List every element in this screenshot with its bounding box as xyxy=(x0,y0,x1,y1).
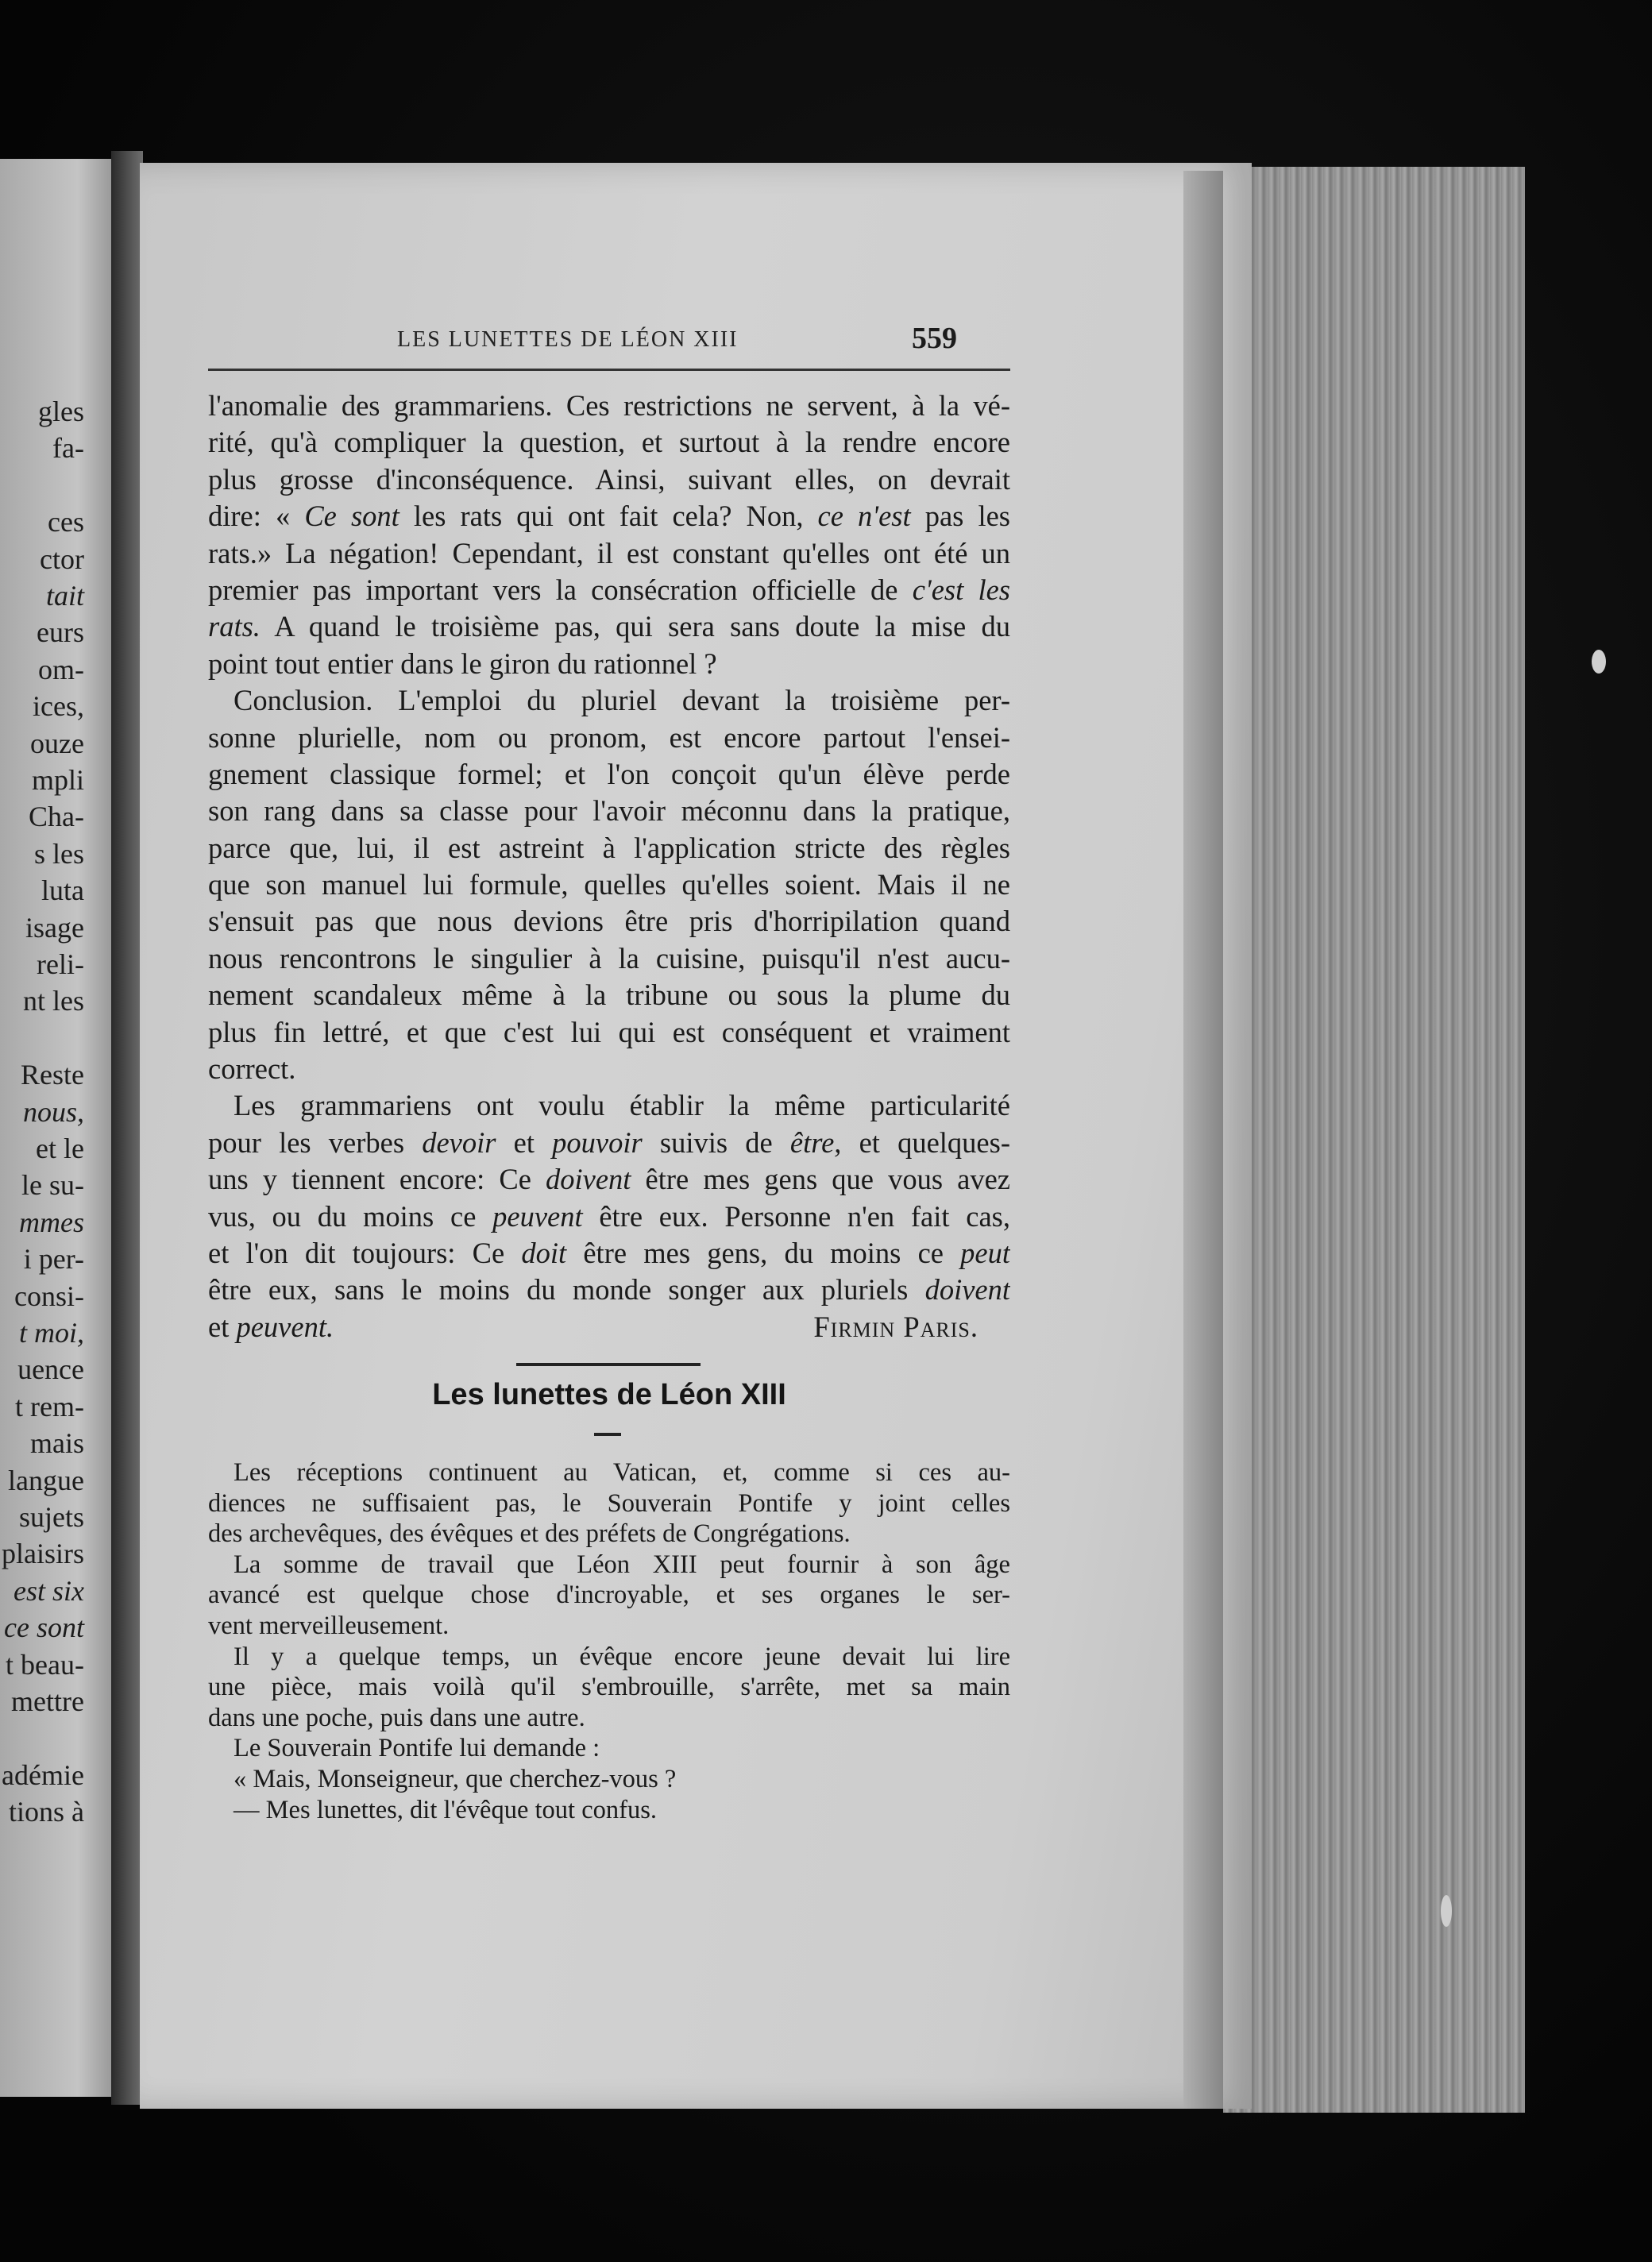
left-page-fragment: i per- xyxy=(23,1243,84,1276)
text-run: l'anomalie des grammariens. Ces restrictions ne servent, à la vé- xyxy=(208,389,1010,422)
text-run: premier pas important vers la consécration officielle de xyxy=(208,573,913,606)
article-line: avancé est quelque chose d'incroyable, et ses organes le ser- xyxy=(208,1581,1010,1610)
left-page-fragment: reli- xyxy=(37,948,84,980)
left-page-fragment: fa- xyxy=(52,432,84,465)
article-line: Les réceptions continuent au Vatican, et, comme si ces au- xyxy=(234,1458,1010,1487)
text-run: dire: « xyxy=(208,500,305,533)
article-line: une pièce, mais voilà qu'il s'embrouille, s'arrête, met sa main xyxy=(208,1673,1010,1702)
text-line xyxy=(208,1125,1010,1161)
left-page-fragment: est six xyxy=(14,1574,84,1607)
text-run: A quand le troisième pas, qui sera sans doute la mise du xyxy=(260,610,1010,643)
running-head: LES LUNETTES DE LÉON XIII xyxy=(397,327,739,352)
article-line: des archevêques, des évêques et des préfets de Congrégations. xyxy=(208,1519,851,1549)
text-run: rats.» La négation! Cependant, il est constant qu'elles ont été un xyxy=(208,536,1010,569)
scan-speck xyxy=(1441,1895,1452,1927)
left-page-fragment: luta xyxy=(41,874,84,907)
text-line xyxy=(208,424,1010,461)
left-page-fragment: gles xyxy=(38,396,84,427)
text-run: pas les xyxy=(910,500,1010,533)
text-line xyxy=(208,867,1010,903)
text-line xyxy=(208,793,1010,829)
left-page-fragment: sujets xyxy=(18,1501,84,1533)
text-run: vus, ou du moins ce xyxy=(208,1199,493,1233)
article-line: La somme de travail que Léon XIII peut fournir à son âge xyxy=(234,1550,1010,1579)
text-line xyxy=(208,498,1010,535)
text-line xyxy=(208,1161,1010,1198)
text-run: et quelques- xyxy=(841,1125,1010,1159)
italic-text: ce n'est xyxy=(817,500,911,533)
italic-text: devoir xyxy=(422,1125,496,1159)
text-run: gnement classique formel; et l'on conçoit qu'un élève perde xyxy=(208,757,1010,790)
text-run: et l'on dit toujours: Ce xyxy=(208,1236,522,1269)
article-line: « Mais, Monseigneur, que cherchez-vous ? xyxy=(234,1764,677,1793)
italic-text: peuvent. xyxy=(236,1310,334,1343)
text-run: point tout entier dans le giron du rationnel ? xyxy=(208,647,717,680)
left-page-fragment: mpli xyxy=(31,764,84,796)
article-line: diences ne suffisaient pas, le Souverain Pontife y joint celles xyxy=(208,1488,1010,1518)
left-facing-page xyxy=(0,159,111,2097)
text-run: s'ensuit pas que nous devions être pris d'horripilation quand xyxy=(208,905,1010,938)
left-page-fragment: mmes xyxy=(19,1206,84,1238)
left-page-fragment: om- xyxy=(38,653,84,685)
italic-text: doit xyxy=(521,1236,567,1269)
scan-speck xyxy=(1592,650,1606,674)
left-page-fragment: consi- xyxy=(14,1280,84,1312)
text-run: suivis de xyxy=(642,1125,790,1159)
text-run: nement scandaleux même à la tribune ou sous la plume du xyxy=(208,979,1010,1012)
article-line: Le Souverain Pontife lui demande : xyxy=(234,1734,600,1763)
left-page-fragment: Reste xyxy=(21,1059,84,1091)
text-run: nous rencontrons le singulier à la cuisine, puisqu'il n'est aucu- xyxy=(208,941,1010,975)
text-run: plus grosse d'inconséquence. Ainsi, suivant elles, on devrait xyxy=(208,462,1010,496)
left-page-fragment: t beau- xyxy=(6,1648,84,1681)
text-line xyxy=(208,756,1010,793)
left-page-fragment: s les xyxy=(34,837,84,870)
text-run: son rang dans sa classe pour l'avoir méconnu dans la pratique, xyxy=(208,794,1010,828)
separator-rule xyxy=(516,1363,701,1366)
text-line xyxy=(208,1051,1010,1087)
left-page-fragment: mettre xyxy=(11,1685,84,1717)
text-line xyxy=(208,1235,1010,1272)
left-page-fragment: isage xyxy=(25,911,84,944)
article-line: dans une poche, puis dans une autre. xyxy=(208,1703,585,1732)
page-number: 559 xyxy=(912,322,957,355)
left-page-fragment: le su- xyxy=(21,1169,84,1202)
italic-text: pouvoir xyxy=(552,1125,643,1159)
text-run: être mes gens, du moins ce xyxy=(566,1236,961,1269)
left-page-fragment: Cha- xyxy=(29,801,84,833)
page-edge-shadow xyxy=(1183,171,1223,2109)
left-page-fragment: tait xyxy=(45,580,84,612)
article-line: Il y a quelque temps, un évêque encore jeune devait lui lire xyxy=(234,1642,1010,1671)
left-page-fragment: tions à xyxy=(9,1796,84,1828)
italic-text: rats. xyxy=(208,610,261,643)
left-page-fragment: uence xyxy=(17,1353,84,1386)
closing-words xyxy=(208,1309,334,1345)
italic-text: être, xyxy=(789,1125,842,1159)
text-line xyxy=(208,1087,1010,1124)
book-gutter xyxy=(111,151,143,2105)
left-page-fragment: langue xyxy=(8,1464,84,1496)
text-line xyxy=(208,1014,1010,1051)
text-line xyxy=(208,1199,1010,1235)
text-run: les rats qui ont fait cela? Non, xyxy=(399,500,818,533)
text-line xyxy=(208,535,1010,572)
header-rule xyxy=(208,369,1010,371)
text-line xyxy=(208,388,1010,424)
author-signature: Firmin Paris. xyxy=(813,1310,978,1343)
text-run: sonne plurielle, nom ou pronom, est encore partout l'ensei- xyxy=(208,720,1010,754)
left-page-fragment: t moi, xyxy=(18,1317,84,1349)
left-page-fragment: nous, xyxy=(22,1095,84,1128)
text-run: que son manuel lui formule, quelles qu'elles soient. Mais il ne xyxy=(208,868,1010,901)
text-line xyxy=(208,903,1010,940)
signature-line xyxy=(208,1309,1010,1345)
previous-article-text xyxy=(208,388,1010,1345)
italic-text: Ce sont xyxy=(304,500,399,533)
left-page-fragment: mais xyxy=(30,1427,84,1460)
text-line xyxy=(208,572,1010,608)
title-underline xyxy=(594,1433,621,1436)
left-page-fragment: ce sont xyxy=(4,1612,84,1644)
left-page-fragment: ces xyxy=(48,506,84,538)
text-line xyxy=(208,977,1010,1013)
text-line xyxy=(208,830,1010,867)
text-line xyxy=(208,608,1010,645)
italic-text: peut xyxy=(960,1236,1010,1269)
article-line: — Mes lunettes, dit l'évêque tout confus. xyxy=(234,1795,657,1824)
italic-text: doivent xyxy=(924,1273,1010,1307)
text-line xyxy=(208,461,1010,498)
article-title: Les lunettes de Léon XIII xyxy=(432,1378,786,1411)
left-page-fragment: nt les xyxy=(23,985,84,1017)
italic-text: c'est les xyxy=(912,573,1010,606)
text-line xyxy=(208,646,1010,682)
text-run: plus fin lettré, et que c'est lui qui est conséquent et vraiment xyxy=(208,1015,1010,1048)
text-line xyxy=(208,682,1010,719)
text-run: pour les verbes xyxy=(208,1125,423,1159)
text-run: et xyxy=(208,1310,237,1343)
text-run: correct. xyxy=(208,1052,296,1086)
left-page-fragment: t rem- xyxy=(15,1390,84,1422)
left-page-fragment: eurs xyxy=(37,616,84,649)
left-page-fragment: ices, xyxy=(33,690,84,723)
text-run: Les grammariens ont voulu établir la même particularité xyxy=(234,1089,1010,1122)
text-run: Conclusion. L'emploi du pluriel devant la troisième per- xyxy=(234,684,1010,717)
text-run: parce que, lui, il est astreint à l'application stricte des règles xyxy=(208,831,1010,864)
italic-text: peuvent xyxy=(492,1199,583,1233)
text-run: être eux. Personne n'en fait cas, xyxy=(582,1199,1010,1233)
text-run: être eux, sans le moins du monde songer aux pluriels xyxy=(208,1273,925,1307)
text-run: rité, qu'à compliquer la question, et surtout à la rendre encore xyxy=(208,426,1010,459)
italic-text: doivent xyxy=(546,1163,631,1196)
left-page-fragment: et le xyxy=(36,1133,84,1164)
text-line xyxy=(208,940,1010,977)
text-line xyxy=(208,1272,1010,1308)
text-run: uns y tiennent encore: Ce xyxy=(208,1163,546,1196)
text-line xyxy=(208,720,1010,756)
left-page-fragment: ctor xyxy=(40,542,84,575)
text-run: et xyxy=(496,1125,553,1159)
left-page-fragment: plaisirs xyxy=(2,1538,84,1570)
text-run: être mes gens que vous avez xyxy=(631,1163,1010,1196)
article-line: vent merveilleusement. xyxy=(208,1611,450,1640)
article-text xyxy=(208,1457,1010,1825)
page-edges xyxy=(1223,167,1525,2113)
left-page-fragment: ouze xyxy=(30,727,84,759)
left-page-fragment: adémie xyxy=(2,1758,84,1791)
